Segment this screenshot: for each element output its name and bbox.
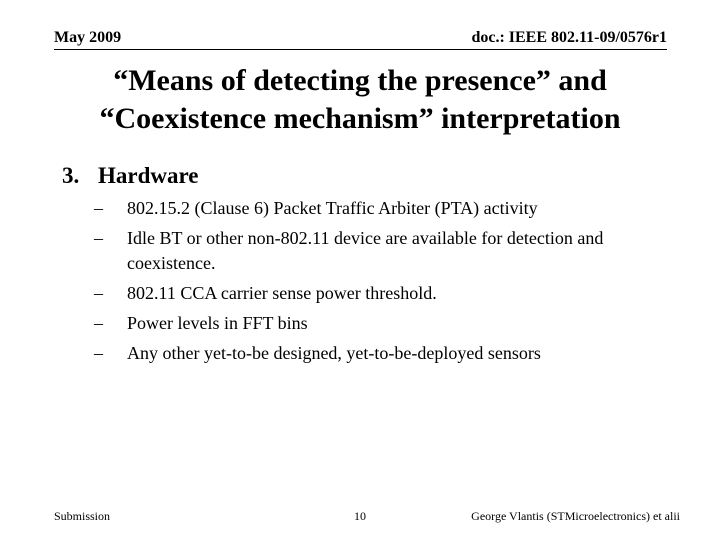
section-heading	[62, 163, 199, 189]
bullet-dash: –	[94, 198, 103, 218]
bullet-list	[94, 196, 674, 371]
slide-title	[30, 62, 690, 138]
bullet-text: Power levels in FFT bins	[127, 313, 308, 333]
bullet-text: 802.11 CCA carrier sense power threshold.	[127, 283, 437, 303]
footer-author: George Vlantis (STMicroelectronics) et alii	[471, 509, 680, 523]
slide-title-line-2: “Coexistence mechanism” interpretation	[99, 102, 621, 135]
bullet-dash: –	[94, 343, 103, 363]
list-item	[94, 226, 674, 276]
slide-title-line-1: “Means of detecting the presence” and	[113, 64, 607, 97]
list-item	[94, 281, 674, 306]
list-item	[94, 341, 674, 366]
bullet-dash: –	[94, 283, 103, 303]
section-title: Hardware	[98, 163, 199, 188]
list-item	[94, 196, 674, 221]
bullet-dash: –	[94, 228, 103, 248]
bullet-text: 802.15.2 (Clause 6) Packet Traffic Arbiter (PTA) activity	[127, 198, 538, 218]
list-item	[94, 311, 674, 336]
header-date: May 2009	[54, 29, 122, 46]
bullet-text: Any other yet-to-be designed, yet-to-be-deployed sensors	[127, 343, 541, 363]
section-number: 3.	[62, 163, 80, 188]
header-doc-id: doc.: IEEE 802.11-09/0576r1	[471, 29, 667, 46]
footer-page-number: 10	[354, 509, 366, 523]
bullet-dash: –	[94, 313, 103, 333]
header-rule	[54, 49, 667, 50]
footer-submission: Submission	[54, 509, 111, 523]
bullet-text: Idle BT or other non-802.11 device are available for detection and coexistence.	[127, 228, 604, 273]
